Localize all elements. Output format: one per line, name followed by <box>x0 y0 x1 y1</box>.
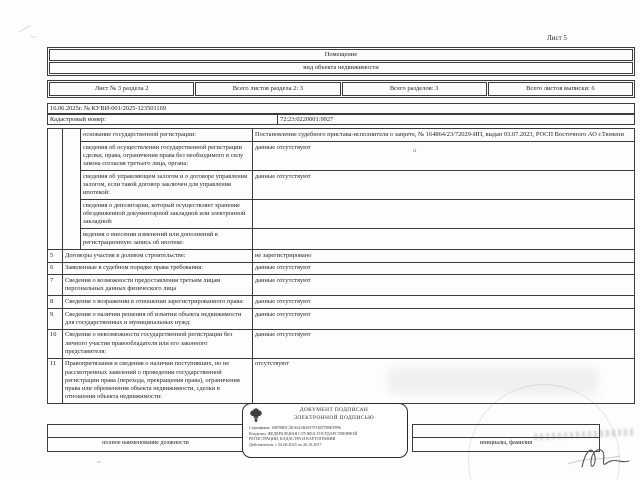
pen-mark-artifact: и <box>413 146 417 154</box>
table-row <box>48 142 635 171</box>
electronic-signature-stamp <box>242 403 408 458</box>
row-value: данные отсутствуют <box>253 296 635 309</box>
row-number: 9 <box>48 309 63 330</box>
row-label: Заявленные в судебном порядке права требования: <box>63 262 253 275</box>
object-type-table <box>47 47 635 76</box>
pencil-mark-artifact <box>30 35 36 37</box>
table-row <box>48 329 635 358</box>
table-row <box>48 358 635 403</box>
sheet-info-cell: Всего листов раздела 2: 3 <box>195 82 340 96</box>
stamp-title-line1: ДОКУМЕНТ ПОДПИСАН <box>299 407 369 414</box>
row-number: 11 <box>48 358 63 403</box>
object-type-caption: вид объекта недвижимости <box>49 62 633 74</box>
row-label: сведения об управляющем залогом и о договоре управления залогом, если такой договор заключен для управления ипотекой: <box>81 171 253 200</box>
document-body <box>47 47 635 404</box>
row-number: 8 <box>48 296 63 309</box>
stamp-owner-line1: Владелец: ФЕДЕРАЛЬНАЯ СЛУЖБА ГОСУДАРСТВЕННОЙ <box>249 430 358 436</box>
stamp-title-line2: ЭЛЕКТРОННОЙ ПОДПИСЬЮ <box>293 415 375 421</box>
stamp-certificate: Сертификат: 00F9BDC3EA623B4597F1ED79BEF896 <box>249 425 341 430</box>
table-row <box>48 275 635 296</box>
stamp-details <box>249 425 401 447</box>
table-row <box>48 250 635 263</box>
sheets-info-table <box>47 80 635 98</box>
details-table <box>47 128 635 404</box>
row-label: сведения об осуществлении государственной регистрации сделки, права, ограничения права без необходимого в силу закона согласия третьего лица, органа: <box>81 142 253 171</box>
position-signature-box <box>47 424 244 452</box>
row-indent-cell <box>63 129 81 250</box>
row-value: данные отсутствуют <box>253 171 635 200</box>
row-number-cell <box>48 129 63 250</box>
row-label: основание государственной регистрации: <box>81 129 253 142</box>
stamp-owner-line2: РЕГИСТРАЦИИ, КАДАСТРА И КАРТОГРАФИИ <box>249 436 336 442</box>
position-signature-space <box>48 425 243 438</box>
row-label: ведения о внесении изменений или дополнений в регистрационную запись об ипотеке: <box>81 229 253 250</box>
row-value <box>253 200 635 229</box>
sheet-info-cell: Всего разделов: 3 <box>342 82 487 96</box>
row-value: Постановление судебного пристава-исполнителя о запрете, № 164864/23/72029-ИП, выдан 03.07.2023, РОСП Восточного АО г.Тюмени <box>253 129 635 142</box>
row-label: Сведения о наличии решения об изъятии объекта недвижимости для государственных и муниципальных нужд: <box>63 309 253 330</box>
table-row <box>48 229 635 250</box>
row-value <box>253 229 635 250</box>
cadastral-number-label: Кадастровый номер: <box>48 114 278 124</box>
position-caption: полное наименование должности <box>102 439 189 446</box>
row-value: данные отсутствуют <box>253 309 635 330</box>
cadastral-number-table <box>47 114 635 125</box>
extract-date-number: 16.06.2025г. № КУВИ-001/2025-123501169 <box>47 103 635 114</box>
cadastral-number-value: 72:23:0220001:9927 <box>278 114 635 124</box>
initials-caption: инициалы, фамилия <box>479 439 533 446</box>
sheet-number-label: Лист 5 <box>547 34 567 42</box>
row-label: Правопритязания и сведения о наличии поступивших, но не рассмотренных заявлений о проведении государственной регистрации права (перехода, прекращения права), ограничения права или обременения объекта недвижимости, сделки в отношении объекта недвижимости: <box>63 358 253 403</box>
row-number: 5 <box>48 250 63 263</box>
row-value: не зарегистрировано <box>253 250 635 263</box>
signature-scribble <box>566 437 634 477</box>
object-type-value: Помещение <box>49 49 633 61</box>
table-row <box>48 129 635 142</box>
row-label: Сведения о возможности предоставления третьим лицам персональных данных физического лица <box>63 275 253 296</box>
row-label: Сведения о невозможности государственной регистрации без личного участия правообладателя или его законного представителя: <box>63 329 253 358</box>
stamp-titles <box>267 407 401 423</box>
row-number: 7 <box>48 275 63 296</box>
row-value: данные отсутствуют <box>253 329 635 358</box>
stamp-validity: Действителен: с 02.06.2025 по 26.10.2037 <box>249 441 322 447</box>
sheet-info-cell: Лист № 3 раздела 2 <box>49 82 194 96</box>
row-label: Сведения о возражении в отношении зарегистрированного права: <box>63 296 253 309</box>
row-value: данные отсутствуют <box>253 262 635 275</box>
table-row <box>48 171 635 200</box>
row-label: сведения о депозитарии, который осуществляет хранение обездвиженной документарной закладной или электронной закладной: <box>81 200 253 229</box>
table-row <box>48 309 635 330</box>
stamp-header <box>249 407 401 423</box>
table-row <box>48 296 635 309</box>
table-row <box>48 262 635 275</box>
row-value: данные отсутствуют <box>253 142 635 171</box>
row-value: данные отсутствуют <box>253 275 635 296</box>
row-value: отсутствуют <box>253 358 635 403</box>
pencil-mark-artifact <box>97 461 101 463</box>
row-number: 10 <box>48 329 63 358</box>
pencil-mark-artifact <box>19 25 32 32</box>
row-number: 6 <box>48 262 63 275</box>
sheet-info-cell: Всего листов выписки: 6 <box>488 82 633 96</box>
table-row <box>48 200 635 229</box>
coat-of-arms-icon <box>249 407 263 423</box>
row-label: Договоры участия в долевом строительстве: <box>63 250 253 263</box>
